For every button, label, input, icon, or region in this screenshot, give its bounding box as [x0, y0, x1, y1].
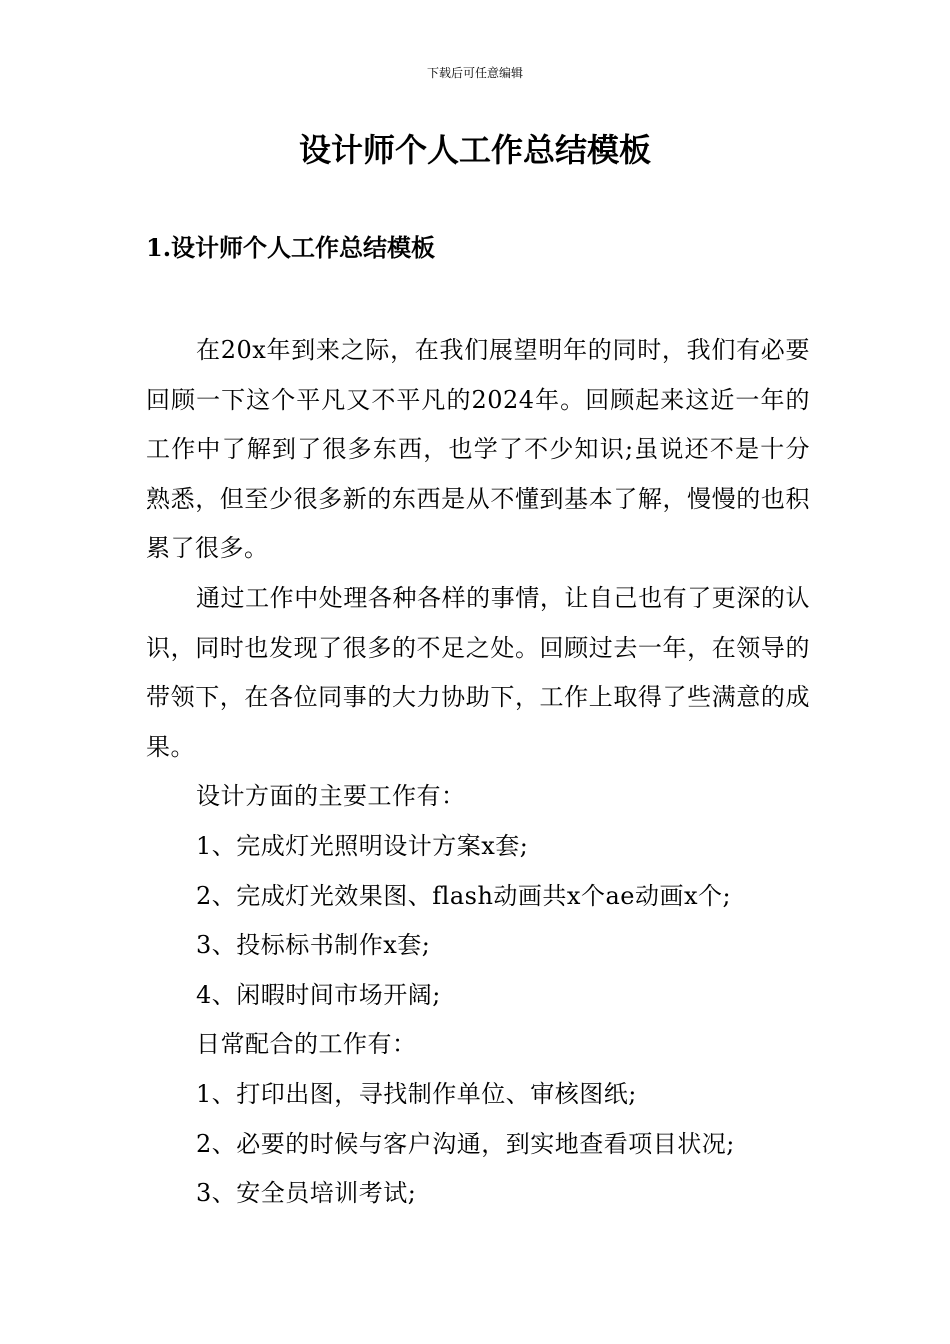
list-item: 1、打印出图，寻找制作单位、审核图纸;: [196, 1079, 637, 1108]
daily-work-heading: 日常配合的工作有：: [196, 1030, 417, 1059]
list-item: 1、完成灯光照明设计方案x套;: [196, 831, 529, 860]
document-title: 设计师个人工作总结模板: [298, 131, 651, 169]
list-item: 3、安全员培训考试;: [196, 1179, 417, 1208]
list-item: 3、投标标书制作x套;: [196, 931, 431, 960]
body-paragraph: 在20x年到来之际，在我们展望明年的同时，我们有必要回顾一下这个平凡又不平凡的2024年。回顾起来这近一年的工作中了解到了很多东西，也学了不少知识;虽说还不是十分熟悉，但至少很多新的东西是从不懂到基本了解，慢慢的也积累了很多。: [146, 336, 810, 563]
section-heading: 1.设计师个人工作总结模板: [146, 233, 436, 262]
design-work-heading: 设计方面的主要工作有：: [196, 782, 466, 811]
list-item: 4、闲暇时间市场开阔;: [196, 980, 441, 1009]
header-note: 下载后可任意编辑: [426, 66, 523, 80]
document-body: [146, 326, 810, 1219]
list-item: 2、必要的时候与客户沟通，到实地查看项目状况;: [196, 1129, 735, 1158]
list-item: 2、完成灯光效果图、flash动画共x个ae动画x个;: [196, 881, 732, 910]
body-paragraph: 通过工作中处理各种各样的事情，让自己也有了更深的认识，同时也发现了很多的不足之处。回顾过去一年，在领导的带领下，在各位同事的大力协助下，工作上取得了些满意的成果。: [146, 583, 810, 761]
